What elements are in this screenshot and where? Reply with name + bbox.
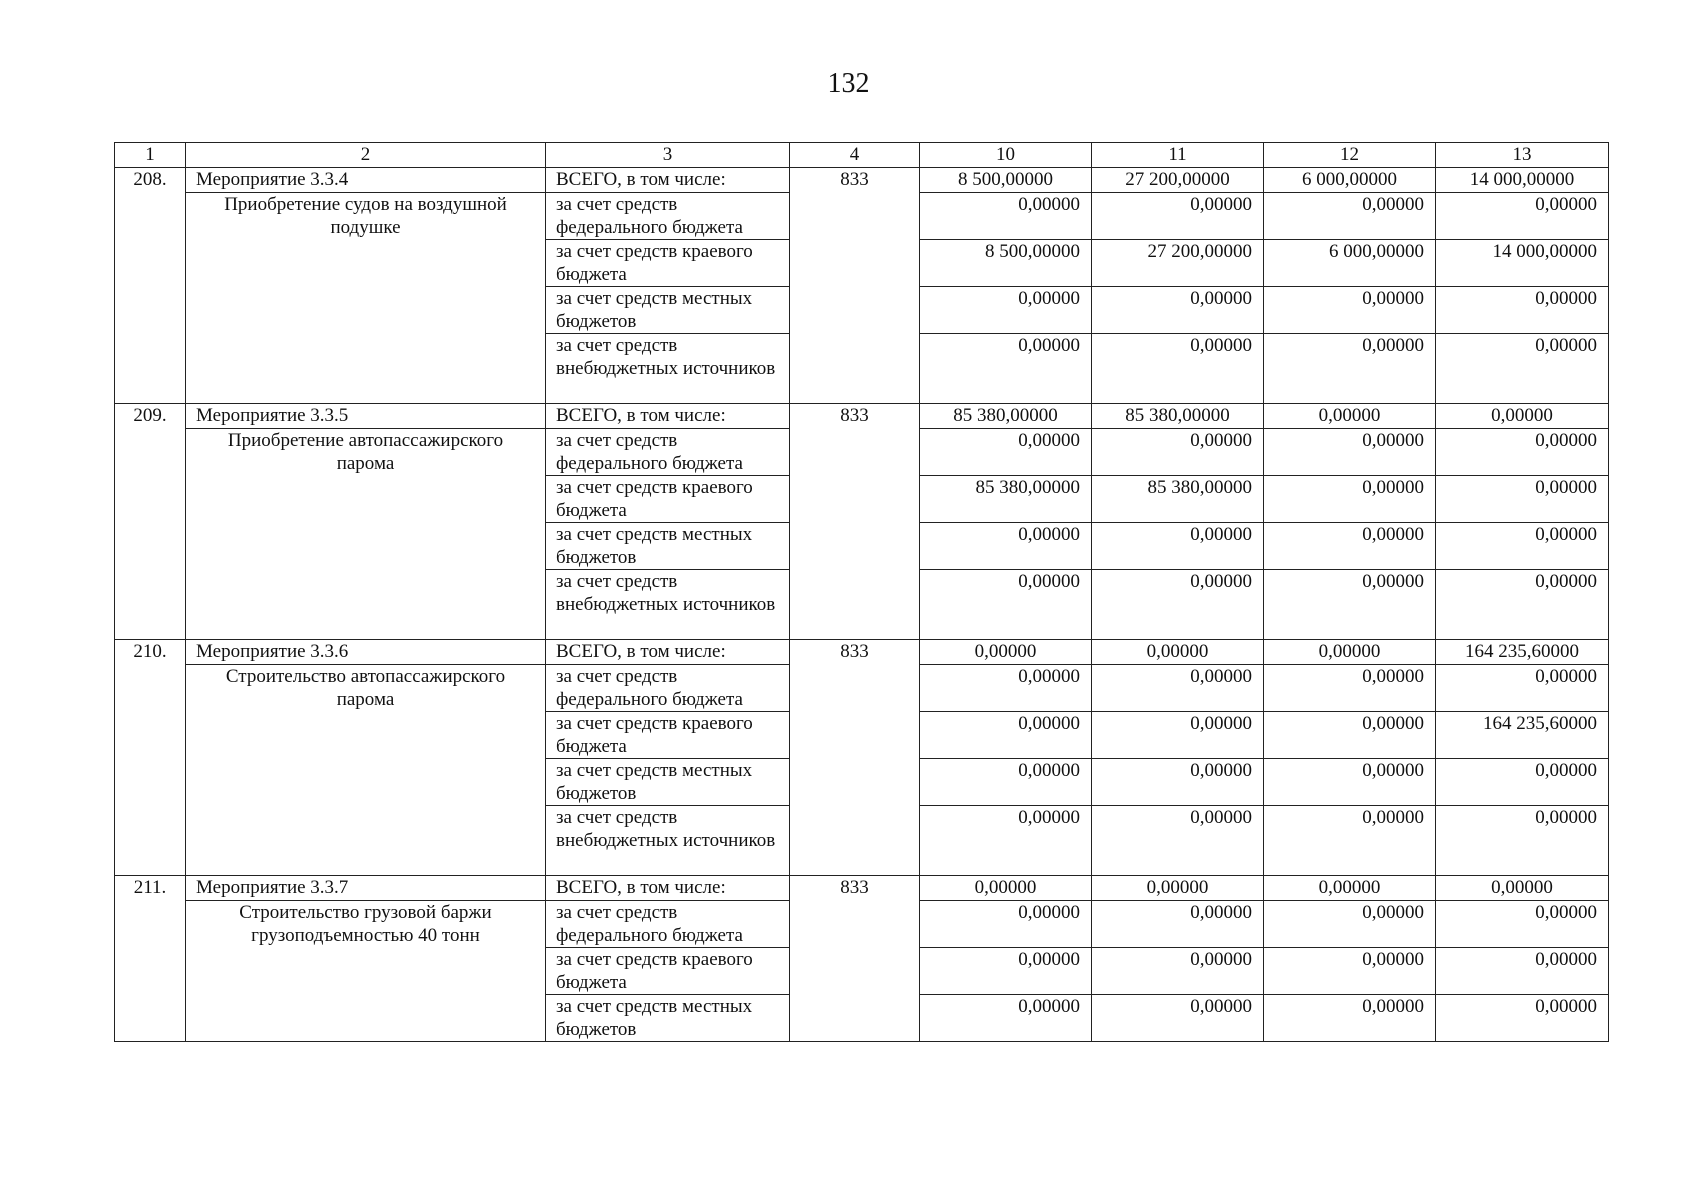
header-cell-11: 11 xyxy=(1092,143,1264,168)
source-value-11: 0,00000 xyxy=(1092,429,1264,476)
source-value-13: 14 000,00000 xyxy=(1436,240,1609,287)
total-label: ВСЕГО, в том числе: xyxy=(546,640,790,665)
source-value-12: 0,00000 xyxy=(1264,523,1436,570)
budget-table xyxy=(114,142,1609,1042)
source-label: за счет средств местных бюджетов xyxy=(546,759,790,806)
source-value-13: 0,00000 xyxy=(1436,901,1609,948)
total-value-10: 85 380,00000 xyxy=(920,404,1092,429)
source-value-10: 0,00000 xyxy=(920,665,1092,712)
measure-total-row xyxy=(115,640,1609,665)
source-value-11: 0,00000 xyxy=(1092,712,1264,759)
source-label: за счет средств федерального бюджета xyxy=(546,429,790,476)
total-value-13: 0,00000 xyxy=(1436,404,1609,429)
source-value-10: 0,00000 xyxy=(920,712,1092,759)
source-value-10: 8 500,00000 xyxy=(920,240,1092,287)
source-value-12: 0,00000 xyxy=(1264,995,1436,1042)
source-value-13: 0,00000 xyxy=(1436,523,1609,570)
source-value-13: 0,00000 xyxy=(1436,193,1609,240)
source-value-12: 0,00000 xyxy=(1264,759,1436,806)
source-value-10: 0,00000 xyxy=(920,901,1092,948)
measure-description: Приобретение автопассажирского парома xyxy=(186,429,546,640)
measure-total-row xyxy=(115,404,1609,429)
header-cell-2: 2 xyxy=(186,143,546,168)
source-value-13: 164 235,60000 xyxy=(1436,712,1609,759)
source-value-11: 0,00000 xyxy=(1092,287,1264,334)
measure-total-row xyxy=(115,876,1609,901)
source-value-12: 0,00000 xyxy=(1264,193,1436,240)
header-cell-1: 1 xyxy=(115,143,186,168)
measure-total-row xyxy=(115,168,1609,193)
source-value-11: 0,00000 xyxy=(1092,995,1264,1042)
total-value-10: 8 500,00000 xyxy=(920,168,1092,193)
source-value-12: 0,00000 xyxy=(1264,665,1436,712)
measure-code: 833 xyxy=(790,404,920,640)
source-value-12: 0,00000 xyxy=(1264,476,1436,523)
source-value-11: 0,00000 xyxy=(1092,193,1264,240)
total-label: ВСЕГО, в том числе: xyxy=(546,168,790,193)
source-value-13: 0,00000 xyxy=(1436,334,1609,404)
source-label: за счет средств внебюджетных источников xyxy=(546,570,790,640)
measure-description: Приобретение судов на воздушной подушке xyxy=(186,193,546,404)
source-value-12: 0,00000 xyxy=(1264,287,1436,334)
source-value-12: 0,00000 xyxy=(1264,429,1436,476)
source-label: за счет средств краевого бюджета xyxy=(546,712,790,759)
measure-title: Мероприятие 3.3.4 xyxy=(186,168,546,193)
source-label: за счет средств внебюджетных источников xyxy=(546,334,790,404)
header-cell-4: 4 xyxy=(790,143,920,168)
measure-title: Мероприятие 3.3.5 xyxy=(186,404,546,429)
measure-code: 833 xyxy=(790,640,920,876)
total-value-11: 27 200,00000 xyxy=(1092,168,1264,193)
header-row xyxy=(115,143,1609,168)
total-label: ВСЕГО, в том числе: xyxy=(546,404,790,429)
measure-title: Мероприятие 3.3.6 xyxy=(186,640,546,665)
source-label: за счет средств краевого бюджета xyxy=(546,948,790,995)
source-value-13: 0,00000 xyxy=(1436,759,1609,806)
source-value-11: 0,00000 xyxy=(1092,948,1264,995)
source-value-10: 0,00000 xyxy=(920,806,1092,876)
total-label: ВСЕГО, в том числе: xyxy=(546,876,790,901)
table-header xyxy=(115,143,1609,168)
header-cell-13: 13 xyxy=(1436,143,1609,168)
measure-code: 833 xyxy=(790,168,920,404)
source-value-13: 0,00000 xyxy=(1436,995,1609,1042)
total-value-11: 0,00000 xyxy=(1092,640,1264,665)
total-value-10: 0,00000 xyxy=(920,640,1092,665)
header-cell-3: 3 xyxy=(546,143,790,168)
measure-number: 209. xyxy=(115,404,186,640)
source-value-10: 0,00000 xyxy=(920,193,1092,240)
measure-description: Строительство автопассажирского парома xyxy=(186,665,546,876)
source-value-12: 0,00000 xyxy=(1264,570,1436,640)
measure-code: 833 xyxy=(790,876,920,1042)
source-value-11: 0,00000 xyxy=(1092,523,1264,570)
source-value-10: 0,00000 xyxy=(920,429,1092,476)
source-label: за счет средств местных бюджетов xyxy=(546,995,790,1042)
total-value-13: 0,00000 xyxy=(1436,876,1609,901)
source-value-13: 0,00000 xyxy=(1436,429,1609,476)
source-value-11: 27 200,00000 xyxy=(1092,240,1264,287)
source-value-12: 0,00000 xyxy=(1264,806,1436,876)
source-value-10: 0,00000 xyxy=(920,995,1092,1042)
source-value-11: 0,00000 xyxy=(1092,665,1264,712)
source-label: за счет средств федерального бюджета xyxy=(546,901,790,948)
source-label: за счет средств внебюджетных источников xyxy=(546,806,790,876)
total-value-11: 0,00000 xyxy=(1092,876,1264,901)
total-value-13: 14 000,00000 xyxy=(1436,168,1609,193)
source-value-10: 0,00000 xyxy=(920,287,1092,334)
source-value-13: 0,00000 xyxy=(1436,806,1609,876)
source-value-12: 0,00000 xyxy=(1264,948,1436,995)
source-value-10: 0,00000 xyxy=(920,948,1092,995)
total-value-12: 0,00000 xyxy=(1264,876,1436,901)
source-value-12: 0,00000 xyxy=(1264,712,1436,759)
source-value-10: 85 380,00000 xyxy=(920,476,1092,523)
source-value-10: 0,00000 xyxy=(920,570,1092,640)
source-label: за счет средств краевого бюджета xyxy=(546,476,790,523)
total-value-12: 0,00000 xyxy=(1264,404,1436,429)
source-label: за счет средств краевого бюджета xyxy=(546,240,790,287)
source-value-12: 6 000,00000 xyxy=(1264,240,1436,287)
total-value-12: 0,00000 xyxy=(1264,640,1436,665)
page-number: 132 xyxy=(827,68,870,99)
source-label: за счет средств федерального бюджета xyxy=(546,193,790,240)
source-label: за счет средств местных бюджетов xyxy=(546,287,790,334)
source-label: за счет средств федерального бюджета xyxy=(546,665,790,712)
measure-title: Мероприятие 3.3.7 xyxy=(186,876,546,901)
source-value-10: 0,00000 xyxy=(920,334,1092,404)
header-cell-12: 12 xyxy=(1264,143,1436,168)
header-cell-10: 10 xyxy=(920,143,1092,168)
source-value-10: 0,00000 xyxy=(920,759,1092,806)
source-value-10: 0,00000 xyxy=(920,523,1092,570)
source-value-11: 0,00000 xyxy=(1092,759,1264,806)
total-value-10: 0,00000 xyxy=(920,876,1092,901)
source-value-12: 0,00000 xyxy=(1264,901,1436,948)
measure-number: 210. xyxy=(115,640,186,876)
source-label: за счет средств местных бюджетов xyxy=(546,523,790,570)
total-value-13: 164 235,60000 xyxy=(1436,640,1609,665)
source-value-11: 0,00000 xyxy=(1092,334,1264,404)
measure-description: Строительство грузовой баржи грузоподъемностью 40 тонн xyxy=(186,901,546,1042)
total-value-12: 6 000,00000 xyxy=(1264,168,1436,193)
source-value-13: 0,00000 xyxy=(1436,665,1609,712)
source-value-13: 0,00000 xyxy=(1436,570,1609,640)
source-value-11: 0,00000 xyxy=(1092,806,1264,876)
source-value-11: 85 380,00000 xyxy=(1092,476,1264,523)
source-value-12: 0,00000 xyxy=(1264,334,1436,404)
measure-number: 208. xyxy=(115,168,186,404)
source-value-13: 0,00000 xyxy=(1436,948,1609,995)
source-value-13: 0,00000 xyxy=(1436,287,1609,334)
source-value-11: 0,00000 xyxy=(1092,901,1264,948)
total-value-11: 85 380,00000 xyxy=(1092,404,1264,429)
measure-number: 211. xyxy=(115,876,186,1042)
source-value-11: 0,00000 xyxy=(1092,570,1264,640)
source-value-13: 0,00000 xyxy=(1436,476,1609,523)
